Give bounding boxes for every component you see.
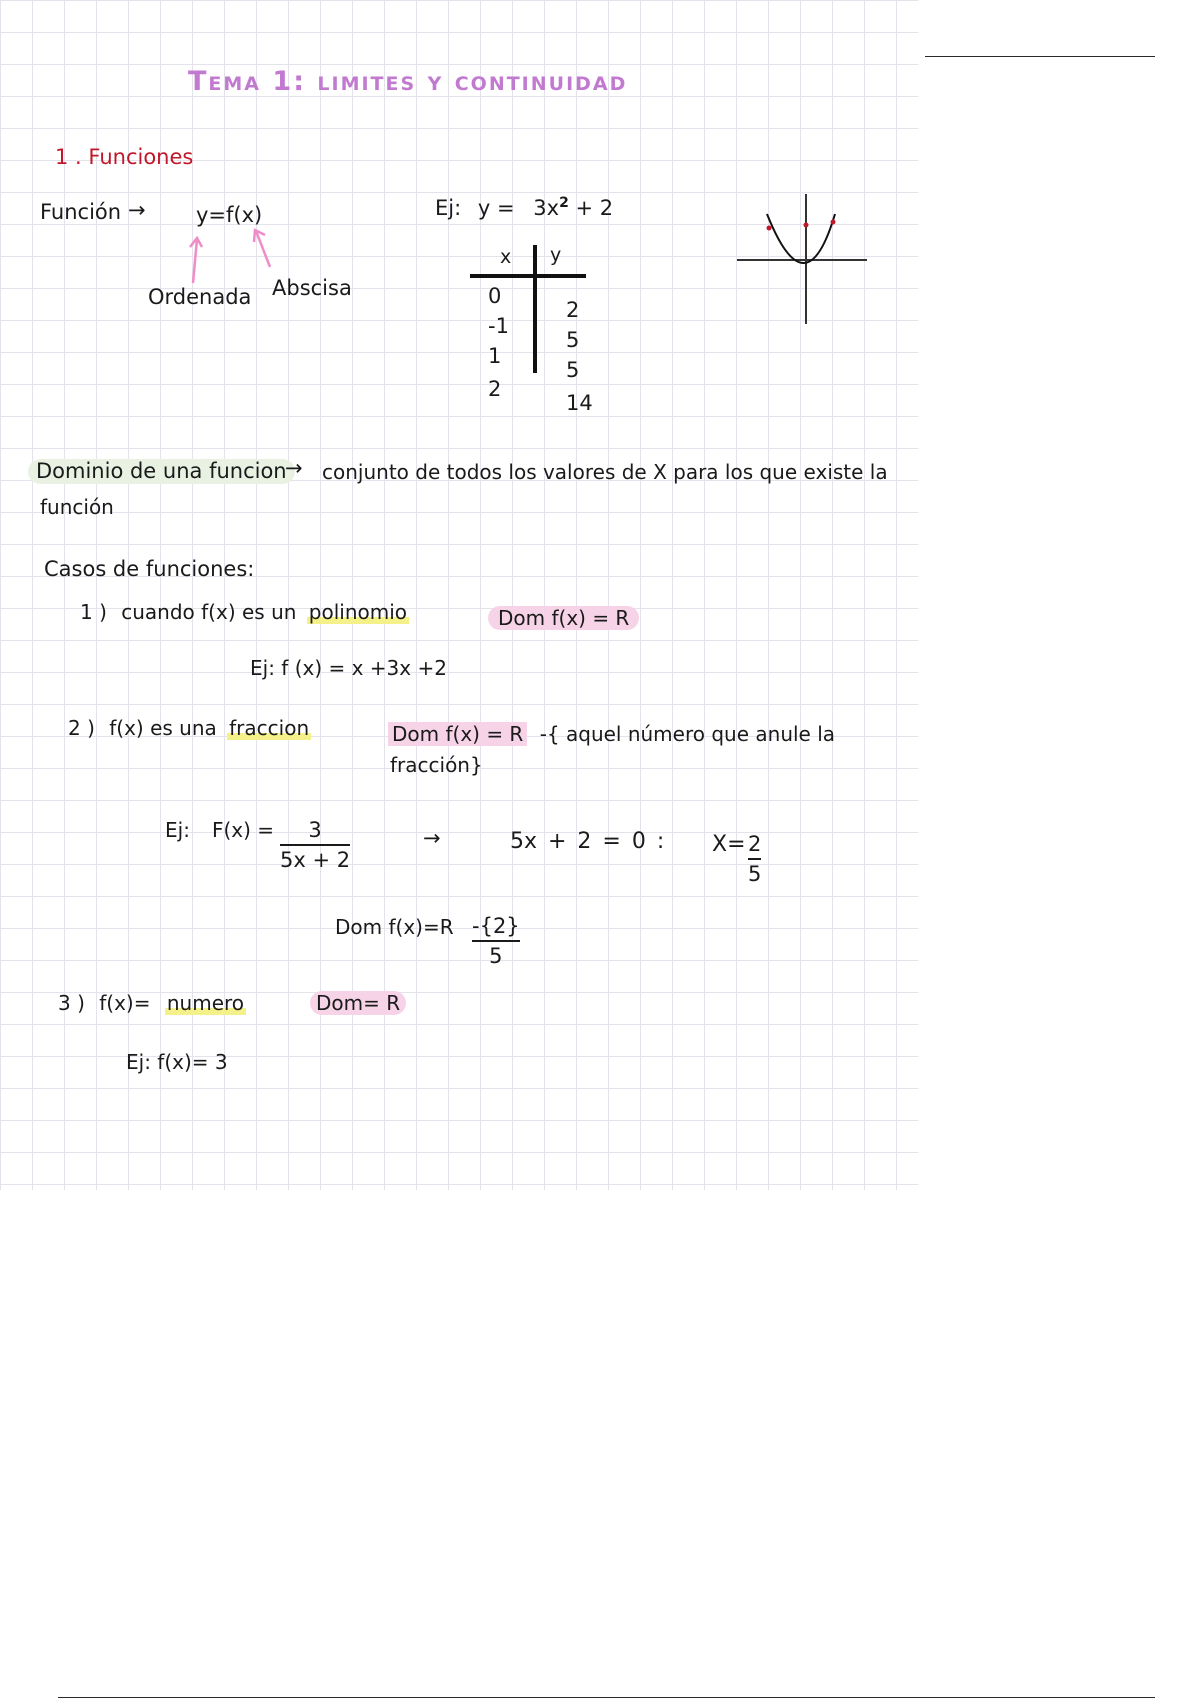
caso-3-number: 3 ) xyxy=(58,991,85,1015)
example-lhs: y = xyxy=(477,196,515,220)
caso-2-line xyxy=(68,718,311,738)
caso-2-x-numerator: 2 xyxy=(748,832,762,856)
dominio-definition-line1: conjunto de todos los valores de X para los que existe la xyxy=(322,460,888,484)
caso-2-arrow: → xyxy=(423,826,441,850)
abscisa-label: Abscisa xyxy=(272,276,352,300)
table-y-value: 5 xyxy=(566,358,580,382)
example-exponent: 2 xyxy=(559,195,569,211)
section-1-number: 1 . xyxy=(55,145,82,169)
table-x-value: 2 xyxy=(488,377,502,401)
caso-2-x-denominator: 5 xyxy=(748,862,762,887)
caso-3-text: f(x)= xyxy=(99,991,151,1015)
fraction-bar xyxy=(748,858,761,860)
ordenada-arrow xyxy=(185,235,215,285)
caso-2-domain-line1 xyxy=(388,724,835,744)
section-1-heading xyxy=(55,147,193,168)
caso-2-example-prefix: Ej: xyxy=(165,818,190,842)
table-y-value: 14 xyxy=(566,391,593,415)
caso-1-text: cuando f(x) es un xyxy=(121,600,297,624)
dominio-term: Dominio de una funcion xyxy=(28,459,295,484)
example-rest: + 2 xyxy=(575,196,614,220)
caso-3-keyword: numero xyxy=(166,991,245,1015)
table-header-x: x xyxy=(500,246,512,268)
casos-heading: Casos de funciones: xyxy=(44,557,255,581)
dominio-arrow: → xyxy=(285,456,303,480)
dominio-definition-line2: función xyxy=(40,495,114,519)
example-equation xyxy=(435,196,613,219)
caso-2-domain-result-fraction xyxy=(472,914,520,968)
caso-2-example-lhs: F(x) = xyxy=(212,818,275,842)
caso-2-domain-line2: fracción} xyxy=(390,753,483,777)
caso-2-x-lhs: X= xyxy=(712,832,746,857)
caso-2-domain-result-lhs: Dom f(x)=R xyxy=(335,915,454,939)
top-right-rule xyxy=(925,56,1155,57)
caso-2-example-fraction xyxy=(280,818,350,872)
section-1-label: Funciones xyxy=(88,145,194,169)
caso-2-keyword: fraccion xyxy=(229,716,310,740)
table-y-value: 5 xyxy=(566,328,580,352)
caso-2-domain-result-numerator: -{2} xyxy=(472,914,520,938)
caso-3-example: Ej: f(x)= 3 xyxy=(126,1050,228,1074)
caso-1-example: Ej: f (x) = x +3x +2 xyxy=(250,656,447,680)
table-x-value: 0 xyxy=(488,284,502,308)
caso-3-domain: Dom= R xyxy=(310,991,406,1015)
table-x-value: 1 xyxy=(488,344,502,368)
caso-2-equation: 5x + 2 = 0 : xyxy=(510,829,665,854)
bottom-rule xyxy=(58,1697,1155,1698)
caso-1-number: 1 ) xyxy=(80,600,107,624)
parabola-sketch xyxy=(735,192,875,327)
example-base: 3x xyxy=(533,196,560,220)
caso-1-line xyxy=(80,602,409,622)
caso-2-domain-rest: -{ aquel número que anule la xyxy=(539,722,836,746)
table-y-value: 2 xyxy=(566,298,580,322)
caso-2-x-fraction xyxy=(748,832,761,886)
ordenada-label: Ordenada xyxy=(148,285,252,309)
fraction-bar xyxy=(472,940,520,942)
table-x-value: -1 xyxy=(488,314,509,338)
caso-3-line xyxy=(58,993,246,1013)
caso-2-example-numerator: 3 xyxy=(308,818,322,842)
abscisa-arrow xyxy=(250,225,280,275)
fraction-bar xyxy=(280,844,350,846)
example-prefix: Ej: xyxy=(435,196,462,220)
funcion-label: Función xyxy=(40,200,122,224)
page-title: Tema 1: limites y continuidad xyxy=(188,66,628,97)
caso-1-domain: Dom f(x) = R xyxy=(488,606,639,630)
caso-2-text: f(x) es una xyxy=(109,716,217,740)
funcion-arrow: → xyxy=(128,198,146,222)
caso-1-keyword: polinomio xyxy=(308,600,408,624)
caso-2-number: 2 ) xyxy=(68,716,95,740)
caso-2-domain-result-denominator: 5 xyxy=(489,944,503,969)
table-header-y: y xyxy=(550,244,562,266)
caso-2-domain-highlight: Dom f(x) = R xyxy=(388,722,527,746)
caso-2-example-denominator: 5x + 2 xyxy=(280,848,351,873)
funcion-formula: y=f(x) xyxy=(196,203,263,227)
